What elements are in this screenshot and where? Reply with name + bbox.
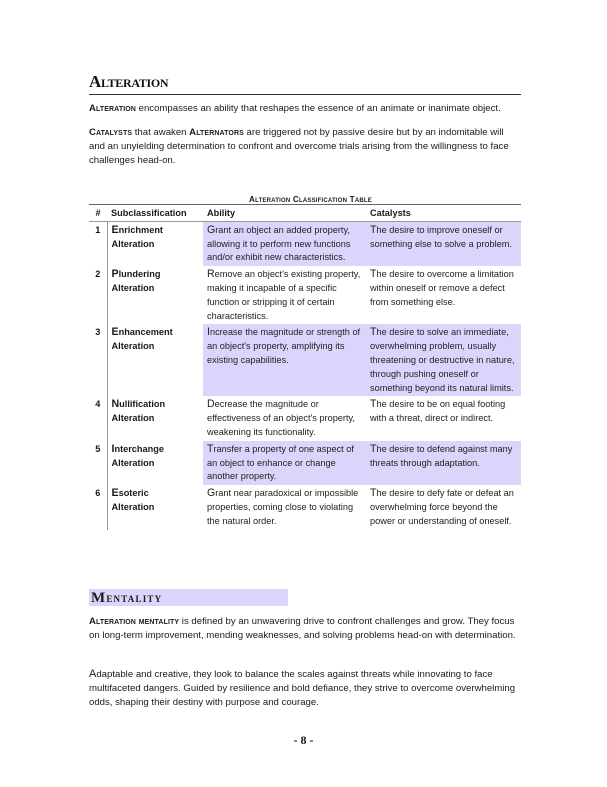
- table-header-row: [89, 205, 521, 222]
- mentality-heading: Mentality: [89, 589, 288, 606]
- row-catalyst: The desire to improve oneself or something else to solve a problem.: [366, 221, 521, 266]
- catalysts-paragraph: [89, 126, 521, 168]
- row-subclassification: Plundering Alteration: [111, 268, 161, 293]
- row-number: 4: [89, 396, 107, 440]
- row-ability: Grant an object an added property, allowing it to perform new functions and/or exhibit new characteristics.: [203, 221, 366, 266]
- row-catalyst: The desire to defy fate or defeat an overwhelming force beyond the power or understanding of oneself.: [370, 487, 514, 526]
- classification-table: [89, 204, 521, 530]
- row-catalyst: The desire to solve an immediate, overwhelming problem, usually threatening or destructive in nature, through pushing oneself or something beyond its natural limits.: [366, 324, 521, 396]
- header-num: #: [89, 205, 107, 222]
- row-ability: Remove an object's existing property, making it incapable of a specific function or stripping it of certain characteristics.: [207, 268, 361, 321]
- row-ability: Increase the magnitude or strength of an object's property, amplifying its existing capabilities.: [203, 324, 366, 396]
- table-caption: Alteration Classification Table: [249, 195, 372, 204]
- table-row: [89, 266, 521, 324]
- row-catalyst: The desire to defend against many threats through adaptation.: [366, 441, 521, 485]
- row-catalyst: The desire to overcome a limitation within oneself or remove a defect from something else.: [370, 268, 514, 307]
- mentality-term: Alteration mentality: [89, 616, 180, 627]
- catalysts-term: Catalysts: [89, 127, 133, 138]
- catalysts-mid: that awaken: [132, 127, 190, 138]
- intro-paragraph: [89, 102, 521, 116]
- catalysts-text: are triggered not by passive desire but by an indomitable will and an unyielding determination to confront and overcome trials arising from the willingness to face challenges head-on.: [89, 127, 509, 166]
- intro-text: encompasses an ability that reshapes the essence of an animate or inanimate object.: [135, 103, 501, 114]
- row-subclassification: Nullification Alteration: [111, 398, 166, 424]
- row-number: 2: [89, 266, 107, 324]
- row-subclassification: Enhancement Alteration: [111, 326, 173, 352]
- table-row: [89, 485, 521, 529]
- row-number: 6: [89, 485, 107, 529]
- header-ability: Ability: [203, 205, 366, 222]
- mentality-paragraph-2: Adaptable and creative, they look to balance the scales against threats while innovating to face multifaceted dangers. Guided by resilience and bold defiance, they strive to overcome overwhelming odds, shaping their destiny with purpose and courage.: [89, 668, 516, 708]
- row-number: 3: [89, 324, 107, 396]
- row-subclassification: Interchange Alteration: [111, 442, 164, 468]
- row-subclassification: Enrichment Alteration: [111, 223, 163, 249]
- header-catalysts: Catalysts: [366, 205, 521, 222]
- page-number: - 8 -: [293, 733, 314, 747]
- intro-term: Alteration: [89, 103, 136, 114]
- header-subclassification: Subclassification: [107, 205, 203, 222]
- table-row: [89, 396, 521, 440]
- row-subclassification: Esoteric Alteration: [111, 487, 155, 512]
- table-row: [89, 221, 521, 266]
- row-number: 5: [89, 441, 107, 485]
- alternators-term: Alternators: [189, 127, 244, 138]
- table-row: [89, 441, 521, 485]
- mentality-paragraph-1: [89, 615, 521, 643]
- row-ability: Grant near paradoxical or impossible properties, coming close to violating the natural order.: [207, 487, 359, 526]
- page-title: Alteration: [89, 72, 521, 95]
- mentality-text: is defined by an unwavering drive to confront challenges and grow. They focus on long-term improvement, mending weaknesses, and solving problems head-on with determination.: [89, 616, 516, 641]
- table-row: [89, 324, 521, 396]
- row-number: 1: [89, 221, 107, 266]
- row-ability: Transfer a property of one aspect of an object to enhance or change another property.: [203, 441, 366, 485]
- row-catalyst: The desire to be on equal footing with a threat, direct or indirect.: [370, 398, 506, 424]
- row-ability: Decrease the magnitude or effectiveness of an object's property, weakening its functionality.: [207, 398, 355, 437]
